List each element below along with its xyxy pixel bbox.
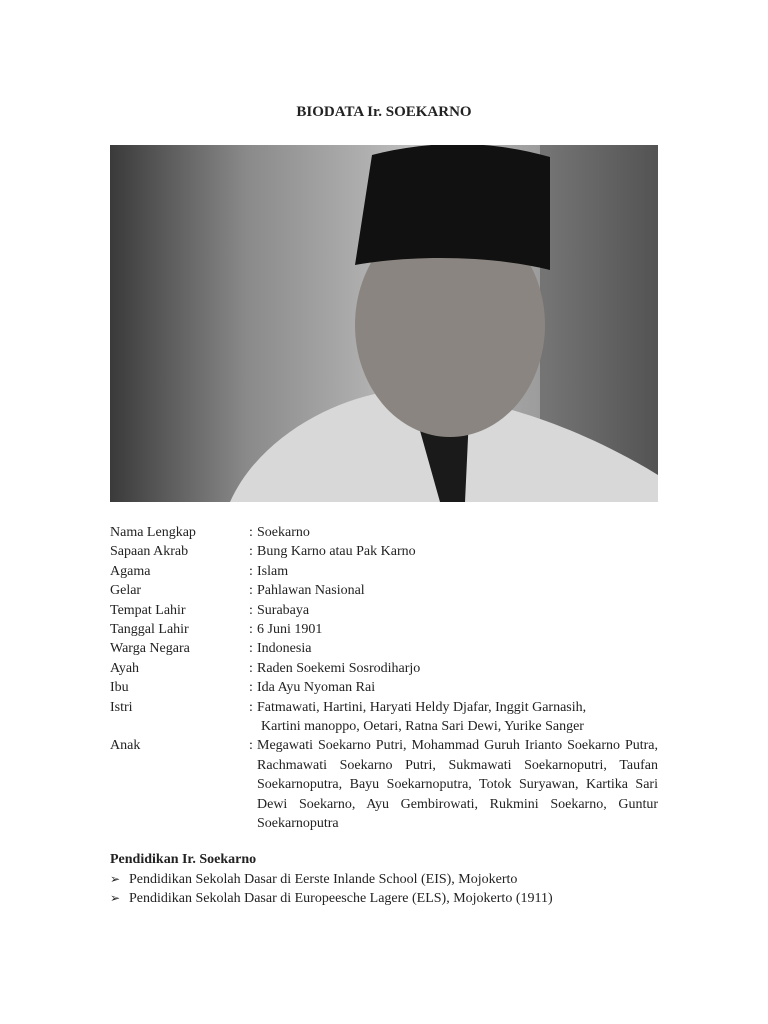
value: Indonesia xyxy=(257,641,312,657)
label: Ayah xyxy=(110,660,140,676)
education-item xyxy=(110,870,553,890)
value: Soekarno xyxy=(257,525,310,540)
label: Istri xyxy=(110,699,133,715)
label: Nama Lengkap xyxy=(110,525,196,540)
value: Surabaya xyxy=(257,602,310,618)
portrait-illustration xyxy=(110,145,658,502)
colon: : xyxy=(249,544,253,560)
value: Raden Soekemi Sosrodiharjo xyxy=(257,660,421,676)
education-item-text: Pendidikan Sekolah Dasar di Eerste Inlande School (EIS), Mojokerto xyxy=(129,871,518,887)
label: Ibu xyxy=(110,680,129,696)
colon: : xyxy=(249,622,253,638)
label: Warga Negara xyxy=(110,641,190,657)
arrow-bullet-icon: ➢ xyxy=(110,891,121,906)
biodata-row-anak xyxy=(110,736,658,833)
biodata-row-tanggal-lahir xyxy=(110,620,658,639)
label: Gelar xyxy=(110,583,142,599)
biodata-row-ayah xyxy=(110,659,658,678)
biodata-row-nama-lengkap xyxy=(110,523,658,542)
colon: : xyxy=(249,680,253,696)
colon: : xyxy=(249,699,253,715)
education-heading: Pendidikan Ir. Soekarno xyxy=(110,852,257,867)
colon: : xyxy=(249,660,253,676)
biodata-row-istri xyxy=(110,698,658,737)
arrow-bullet-icon: ➢ xyxy=(110,871,121,886)
label: Anak xyxy=(110,738,141,754)
portrait-photo xyxy=(110,145,658,502)
biodata-row-warga-negara xyxy=(110,639,658,658)
colon: : xyxy=(249,583,253,599)
label: Sapaan Akrab xyxy=(110,544,189,560)
label: Agama xyxy=(110,563,151,579)
colon: : xyxy=(249,602,253,618)
colon: : xyxy=(249,738,253,754)
value: 6 Juni 1901 xyxy=(257,622,323,638)
value: Pahlawan Nasional xyxy=(257,583,365,599)
value: Ida Ayu Nyoman Rai xyxy=(257,680,376,696)
value xyxy=(257,698,658,737)
label: Tanggal Lahir xyxy=(110,622,189,638)
value-line-1: Fatmawati, Hartini, Haryati Heldy Djafar, Inggit Garnasih, xyxy=(257,699,587,715)
biodata-row-sapaan-akrab xyxy=(110,542,658,561)
label: Tempat Lahir xyxy=(110,602,186,618)
biodata-row-agama xyxy=(110,562,658,581)
document-title: BIODATA Ir. SOEKARNO xyxy=(296,104,472,120)
education-item-text: Pendidikan Sekolah Dasar di Europeesche Lagere (ELS), Mojokerto (1911) xyxy=(129,891,553,907)
value-line-2: Kartini manoppo, Oetari, Ratna Sari Dewi, Yurike Sanger xyxy=(261,719,584,735)
biodata-row-gelar xyxy=(110,581,658,600)
biodata-row-ibu xyxy=(110,678,658,697)
value: Islam xyxy=(257,563,289,579)
colon: : xyxy=(249,641,253,657)
biodata-list xyxy=(110,523,658,834)
value: Bung Karno atau Pak Karno xyxy=(257,544,416,560)
colon: : xyxy=(249,525,253,540)
education-section xyxy=(110,850,553,909)
biodata-row-tempat-lahir xyxy=(110,601,658,620)
value: Megawati Soekarno Putri, Mohammad Guruh Irianto Soekarno Putra, Rachmawati Soekarno Putri, Sukmawati Soekarnoputri, Taufan Soekarnoputra, Bayu Soekarnoputra, Totok Suryawan, Kartika Sari Dewi Soekarno, Ayu Gembirowati, Rukmini Soekarno, Guntur Soekarnoputra xyxy=(257,738,658,832)
colon: : xyxy=(249,563,253,579)
education-item xyxy=(110,889,553,909)
